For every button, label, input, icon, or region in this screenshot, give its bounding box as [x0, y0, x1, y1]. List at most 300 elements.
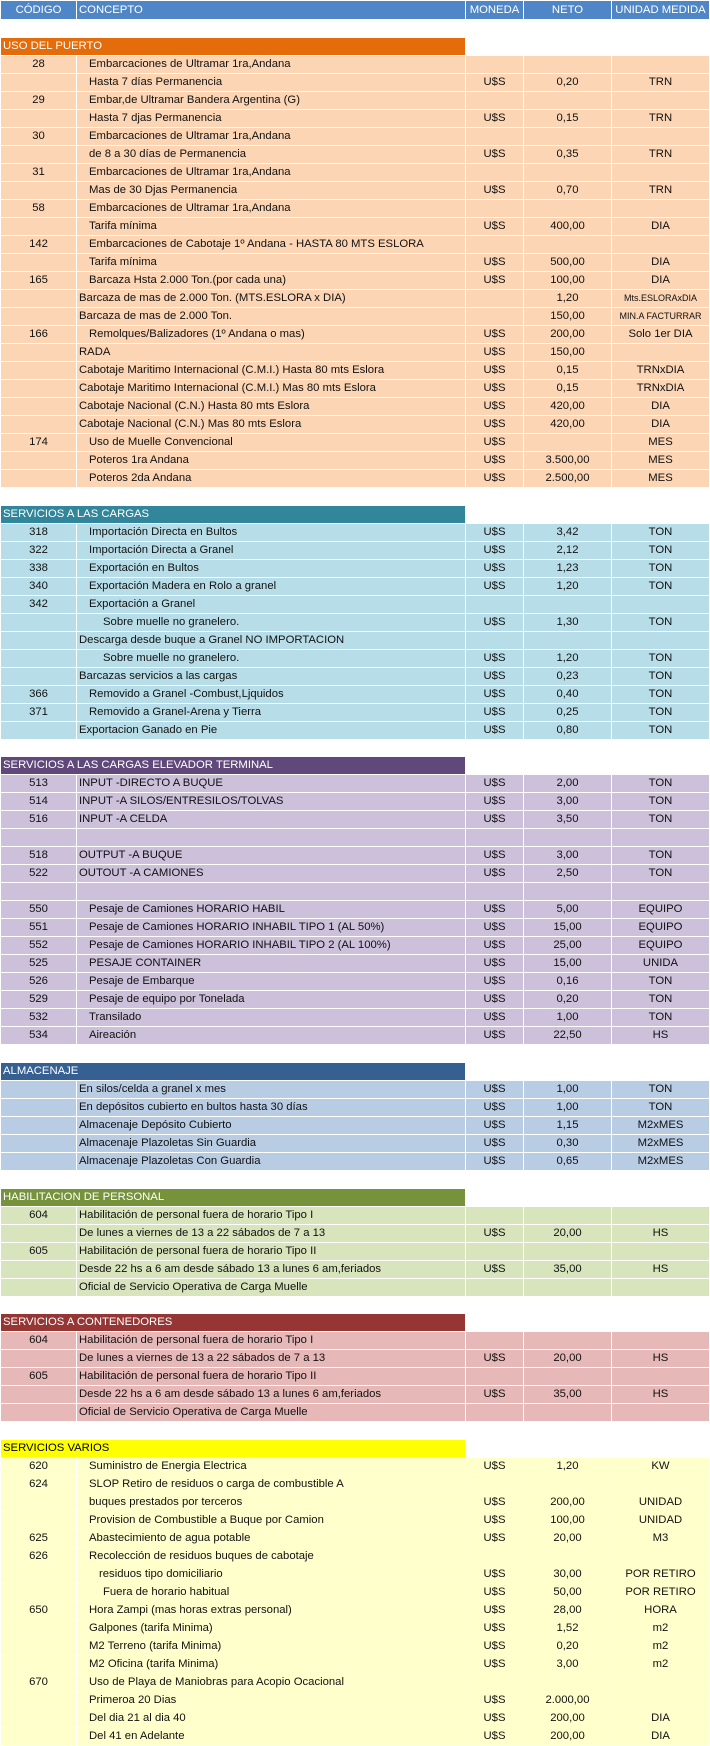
row-unit: TON — [612, 990, 710, 1008]
row-currency: U$S — [466, 1728, 524, 1746]
row-currency: U$S — [466, 972, 524, 990]
row-currency — [466, 883, 524, 901]
row-net: 1,15 — [524, 1116, 612, 1134]
row-net: 1,52 — [524, 1620, 612, 1638]
row-code — [1, 253, 77, 271]
row-code — [1, 667, 77, 685]
row-unit — [612, 1692, 710, 1710]
row-unit — [612, 1278, 710, 1296]
tariff-row — [1, 990, 710, 1008]
row-currency — [466, 1206, 524, 1224]
row-currency — [466, 1404, 524, 1422]
row-concept: Almacenaje Plazoletas Sin Guardia — [77, 1134, 466, 1152]
row-concept: M2 Terreno (tarifa Minima) — [77, 1638, 466, 1656]
row-currency: U$S — [466, 1620, 524, 1638]
row-concept: Descarga desde buque a Granel NO IMPORTACION — [77, 631, 466, 649]
row-concept: Almacenaje Depósito Cubierto — [77, 1116, 466, 1134]
row-unit — [612, 631, 710, 649]
row-concept — [77, 829, 466, 847]
tariff-row — [1, 361, 710, 379]
row-net: 200,00 — [524, 325, 612, 343]
tariff-row — [1, 199, 710, 217]
row-unit: TON — [612, 613, 710, 631]
header-neto: NETO — [524, 1, 612, 20]
tariff-row — [1, 918, 710, 936]
tariff-row — [1, 1602, 710, 1620]
row-code: 625 — [1, 1530, 77, 1548]
row-currency: U$S — [466, 1710, 524, 1728]
row-concept: En depósitos cubierto en bultos hasta 30 días — [77, 1098, 466, 1116]
header-codigo: CÓDIGO — [1, 1, 77, 20]
row-net: 1,00 — [524, 1098, 612, 1116]
row-code: 318 — [1, 523, 77, 541]
row-concept: Embarcaciones de Ultramar 1ra,Andana — [77, 163, 466, 181]
tariff-row — [1, 1656, 710, 1674]
tariff-row — [1, 1134, 710, 1152]
section-spacer — [1, 20, 710, 38]
row-net — [524, 1404, 612, 1422]
row-net: 0,20 — [524, 1638, 612, 1656]
row-concept: Barcaza de mas de 2.000 Ton. — [77, 307, 466, 325]
section-title: SERVICIOS A LAS CARGAS ELEVADOR TERMINAL — [1, 757, 466, 775]
row-concept: Sobre muelle no granelero. — [77, 649, 466, 667]
row-code: 166 — [1, 325, 77, 343]
row-code: 525 — [1, 954, 77, 972]
row-net: 3,00 — [524, 847, 612, 865]
section-spacer — [1, 1422, 710, 1440]
tariff-row — [1, 1368, 710, 1386]
tariff-row — [1, 163, 710, 181]
tariff-row — [1, 1332, 710, 1350]
row-unit: TRN — [612, 145, 710, 163]
tariff-row — [1, 559, 710, 577]
row-currency: U$S — [466, 271, 524, 289]
row-net — [524, 163, 612, 181]
tariff-row — [1, 1278, 710, 1296]
row-net: 0,23 — [524, 667, 612, 685]
section-spacer — [1, 1044, 710, 1062]
row-currency — [466, 307, 524, 325]
row-concept: de 8 a 30 días de Permanencia — [77, 145, 466, 163]
row-net — [524, 1242, 612, 1260]
row-code: 28 — [1, 55, 77, 73]
tariff-row — [1, 91, 710, 109]
row-unit: HS — [612, 1386, 710, 1404]
row-net: 1,20 — [524, 1458, 612, 1476]
tariff-row — [1, 1584, 710, 1602]
tariff-row — [1, 109, 710, 127]
row-currency — [466, 1242, 524, 1260]
row-net — [524, 433, 612, 451]
row-unit: Solo 1er DIA — [612, 325, 710, 343]
row-unit: EQUIPO — [612, 918, 710, 936]
row-unit: TON — [612, 972, 710, 990]
row-concept: Sobre muelle no granelero. — [77, 613, 466, 631]
tariff-row — [1, 649, 710, 667]
row-unit — [612, 1242, 710, 1260]
row-currency: U$S — [466, 1152, 524, 1170]
row-currency: U$S — [466, 379, 524, 397]
row-concept: Abastecimiento de agua potable — [77, 1530, 466, 1548]
row-unit: UNIDAD — [612, 1494, 710, 1512]
row-currency: U$S — [466, 865, 524, 883]
tariff-row — [1, 1242, 710, 1260]
row-code — [1, 1692, 77, 1710]
tariff-row — [1, 775, 710, 793]
tariff-row — [1, 1494, 710, 1512]
tariff-row — [1, 415, 710, 433]
tariff-row — [1, 253, 710, 271]
section-title-row — [1, 1062, 710, 1080]
row-currency: U$S — [466, 1260, 524, 1278]
row-concept: Barcazas servicios a las cargas — [77, 667, 466, 685]
row-code: 165 — [1, 271, 77, 289]
row-code — [1, 1134, 77, 1152]
row-code: 604 — [1, 1332, 77, 1350]
tariff-row — [1, 1638, 710, 1656]
tariff-row — [1, 577, 710, 595]
row-concept: RADA — [77, 343, 466, 361]
row-unit: TON — [612, 685, 710, 703]
row-code: 342 — [1, 595, 77, 613]
row-currency: U$S — [466, 109, 524, 127]
row-net: 420,00 — [524, 415, 612, 433]
row-currency — [466, 127, 524, 145]
row-code — [1, 1566, 77, 1584]
row-concept: Suministro de Energia Electrica — [77, 1458, 466, 1476]
row-concept: De lunes a viernes de 13 a 22 sábados de 7 a 13 — [77, 1350, 466, 1368]
row-concept: Pesaje de Camiones HORARIO INHABIL TIPO 1 (AL 50%) — [77, 918, 466, 936]
row-net: 0,65 — [524, 1152, 612, 1170]
tariff-row — [1, 1098, 710, 1116]
row-net — [524, 199, 612, 217]
row-currency: U$S — [466, 721, 524, 739]
row-concept: Exportacion Ganado en Pie — [77, 721, 466, 739]
tariff-row — [1, 541, 710, 559]
row-code: 605 — [1, 1368, 77, 1386]
tariff-row — [1, 307, 710, 325]
row-net: 20,00 — [524, 1350, 612, 1368]
row-currency — [466, 289, 524, 307]
row-concept: Hora Zampi (mas horas extras personal) — [77, 1602, 466, 1620]
row-currency: U$S — [466, 1494, 524, 1512]
tariff-row — [1, 847, 710, 865]
row-unit: M2xMES — [612, 1152, 710, 1170]
row-code — [1, 1350, 77, 1368]
row-unit: KW — [612, 1458, 710, 1476]
row-concept: residuos tipo domiciliario — [77, 1566, 466, 1584]
row-concept: Transilado — [77, 1008, 466, 1026]
row-concept: Habilitación de personal fuera de horario Tipo II — [77, 1368, 466, 1386]
row-unit: TON — [612, 703, 710, 721]
row-currency: U$S — [466, 433, 524, 451]
row-code — [1, 217, 77, 235]
row-code — [1, 1404, 77, 1422]
row-code: 516 — [1, 811, 77, 829]
section-title: SERVICIOS VARIOS — [1, 1440, 466, 1458]
row-concept: Cabotaje Maritimo Internacional (C.M.I.) Mas 80 mts Eslora — [77, 379, 466, 397]
tariff-row — [1, 1260, 710, 1278]
row-concept: Hasta 7 djas Permanencia — [77, 109, 466, 127]
row-currency: U$S — [466, 775, 524, 793]
row-currency — [466, 1368, 524, 1386]
row-currency: U$S — [466, 1602, 524, 1620]
row-code: 29 — [1, 91, 77, 109]
row-net — [524, 829, 612, 847]
row-net — [524, 1674, 612, 1692]
row-net: 0,15 — [524, 361, 612, 379]
row-concept: Uso de Muelle Convencional — [77, 433, 466, 451]
row-concept — [77, 883, 466, 901]
section-title-row — [1, 757, 710, 775]
row-code — [1, 1260, 77, 1278]
row-unit: TON — [612, 721, 710, 739]
row-concept: Oficial de Servicio Operativa de Carga Muelle — [77, 1278, 466, 1296]
row-code: 532 — [1, 1008, 77, 1026]
row-currency: U$S — [466, 1026, 524, 1044]
row-net — [524, 55, 612, 73]
row-code — [1, 1152, 77, 1170]
row-unit — [612, 1332, 710, 1350]
row-net — [524, 1278, 612, 1296]
row-currency: U$S — [466, 73, 524, 91]
row-net — [524, 883, 612, 901]
section-spacer — [1, 739, 710, 757]
row-code — [1, 307, 77, 325]
row-concept: Tarifa mínima — [77, 253, 466, 271]
row-concept: Embarcaciones de Ultramar 1ra,Andana — [77, 127, 466, 145]
row-concept: INPUT -A SILOS/ENTRESILOS/TOLVAS — [77, 793, 466, 811]
row-code: 526 — [1, 972, 77, 990]
row-currency: U$S — [466, 667, 524, 685]
row-net: 2.000,00 — [524, 1692, 612, 1710]
row-unit: POR RETIRO — [612, 1584, 710, 1602]
row-currency — [466, 163, 524, 181]
row-concept: Aireación — [77, 1026, 466, 1044]
row-concept: Cabotaje Nacional (C.N.) Hasta 80 mts Eslora — [77, 397, 466, 415]
row-code: 551 — [1, 918, 77, 936]
section-title-row — [1, 1314, 710, 1332]
row-code: 605 — [1, 1242, 77, 1260]
tariff-row — [1, 1386, 710, 1404]
row-code: 174 — [1, 433, 77, 451]
row-code: 371 — [1, 703, 77, 721]
row-code — [1, 631, 77, 649]
row-unit — [612, 883, 710, 901]
row-currency: U$S — [466, 1584, 524, 1602]
tariff-row — [1, 1512, 710, 1530]
row-unit: M2xMES — [612, 1116, 710, 1134]
tariff-row — [1, 1548, 710, 1566]
row-concept: M2 Oficina (tarifa Minima) — [77, 1656, 466, 1674]
row-currency: U$S — [466, 469, 524, 487]
row-concept: Uso de Playa de Maniobras para Acopio Ocacional — [77, 1674, 466, 1692]
row-net: 3,00 — [524, 793, 612, 811]
tariff-row — [1, 972, 710, 990]
row-unit: UNIDAD — [612, 1512, 710, 1530]
row-currency: U$S — [466, 415, 524, 433]
row-currency — [466, 1278, 524, 1296]
header-unidad: UNIDAD MEDIDA — [612, 1, 710, 20]
tariff-row — [1, 883, 710, 901]
row-currency: U$S — [466, 1638, 524, 1656]
row-concept: Poteros 2da Andana — [77, 469, 466, 487]
row-currency — [466, 1548, 524, 1566]
row-currency — [466, 55, 524, 73]
row-unit: DIA — [612, 1710, 710, 1728]
row-concept: Embarcaciones de Ultramar 1ra,Andana — [77, 199, 466, 217]
row-currency: U$S — [466, 325, 524, 343]
row-currency: U$S — [466, 451, 524, 469]
row-code: 142 — [1, 235, 77, 253]
row-currency — [466, 199, 524, 217]
row-currency: U$S — [466, 1692, 524, 1710]
tariff-row — [1, 1008, 710, 1026]
row-concept: Hasta 7 días Permanencia — [77, 73, 466, 91]
row-concept: Tarifa mínima — [77, 217, 466, 235]
row-net — [524, 235, 612, 253]
row-code — [1, 613, 77, 631]
row-net: 35,00 — [524, 1260, 612, 1278]
row-code — [1, 73, 77, 91]
row-net: 3,00 — [524, 1656, 612, 1674]
row-currency: U$S — [466, 954, 524, 972]
row-code — [1, 451, 77, 469]
row-concept: Recolección de residuos buques de cabotaje — [77, 1548, 466, 1566]
row-unit: HORA — [612, 1602, 710, 1620]
row-net: 2,50 — [524, 865, 612, 883]
row-currency — [466, 235, 524, 253]
row-currency — [466, 91, 524, 109]
row-code — [1, 649, 77, 667]
row-currency: U$S — [466, 577, 524, 595]
row-net: 5,00 — [524, 900, 612, 918]
row-currency: U$S — [466, 1656, 524, 1674]
row-unit: TON — [612, 1098, 710, 1116]
row-currency: U$S — [466, 685, 524, 703]
row-currency: U$S — [466, 1566, 524, 1584]
row-net: 1,20 — [524, 289, 612, 307]
row-unit: M3 — [612, 1530, 710, 1548]
row-currency: U$S — [466, 343, 524, 361]
tariff-row — [1, 217, 710, 235]
row-code — [1, 415, 77, 433]
row-unit: M2xMES — [612, 1134, 710, 1152]
tariff-row — [1, 1152, 710, 1170]
row-concept: Cabotaje Maritimo Internacional (C.M.I.) Hasta 80 mts Eslora — [77, 361, 466, 379]
row-currency: U$S — [466, 1512, 524, 1530]
tariff-row — [1, 703, 710, 721]
row-net: 3,50 — [524, 811, 612, 829]
row-code — [1, 883, 77, 901]
tariff-row — [1, 127, 710, 145]
tariff-row — [1, 397, 710, 415]
header-concepto: CONCEPTO — [77, 1, 466, 20]
row-currency: U$S — [466, 811, 524, 829]
row-net: 0,70 — [524, 181, 612, 199]
tariff-row — [1, 685, 710, 703]
row-unit: TON — [612, 1080, 710, 1098]
row-concept: Mas de 30 Djas Permanencia — [77, 181, 466, 199]
row-concept: Remolques/Balizadores (1º Andana o mas) — [77, 325, 466, 343]
row-concept: Fuera de horario habitual — [77, 1584, 466, 1602]
row-net: 20,00 — [524, 1530, 612, 1548]
row-unit — [612, 595, 710, 613]
row-currency: U$S — [466, 559, 524, 577]
tariff-row — [1, 1350, 710, 1368]
row-net: 3.500,00 — [524, 451, 612, 469]
tariff-row — [1, 631, 710, 649]
row-code — [1, 1098, 77, 1116]
row-concept: PESAJE CONTAINER — [77, 954, 466, 972]
row-net: 30,00 — [524, 1566, 612, 1584]
row-unit — [612, 199, 710, 217]
row-currency — [466, 1476, 524, 1494]
row-currency — [466, 829, 524, 847]
row-concept: Exportación Madera en Rolo a granel — [77, 577, 466, 595]
row-code: 30 — [1, 127, 77, 145]
row-net: 0,25 — [524, 703, 612, 721]
row-net — [524, 91, 612, 109]
row-net — [524, 1332, 612, 1350]
row-net: 0,80 — [524, 721, 612, 739]
row-unit: TRN — [612, 181, 710, 199]
row-currency: U$S — [466, 936, 524, 954]
row-code — [1, 379, 77, 397]
row-unit — [612, 235, 710, 253]
row-net: 0,20 — [524, 73, 612, 91]
row-code — [1, 289, 77, 307]
tariff-row — [1, 433, 710, 451]
row-net: 15,00 — [524, 954, 612, 972]
tariff-row — [1, 1404, 710, 1422]
row-concept: Habilitación de personal fuera de horario Tipo I — [77, 1206, 466, 1224]
row-net: 0,40 — [524, 685, 612, 703]
row-concept: Cabotaje Nacional (C.N.) Mas 80 mts Eslora — [77, 415, 466, 433]
row-currency: U$S — [466, 253, 524, 271]
row-code — [1, 1512, 77, 1530]
row-unit — [612, 127, 710, 145]
row-net: 1,30 — [524, 613, 612, 631]
row-net: 0,35 — [524, 145, 612, 163]
row-code: 534 — [1, 1026, 77, 1044]
row-net — [524, 1368, 612, 1386]
row-code — [1, 1386, 77, 1404]
row-net — [524, 127, 612, 145]
row-net: 0,30 — [524, 1134, 612, 1152]
tariff-row — [1, 1080, 710, 1098]
row-net: 1,23 — [524, 559, 612, 577]
row-unit: TON — [612, 577, 710, 595]
section-spacer — [1, 1170, 710, 1188]
row-code: 522 — [1, 865, 77, 883]
row-unit: TON — [612, 811, 710, 829]
row-code: 513 — [1, 775, 77, 793]
section-title-row — [1, 37, 710, 55]
tariff-row — [1, 900, 710, 918]
tariff-row — [1, 829, 710, 847]
row-net: 150,00 — [524, 343, 612, 361]
row-currency: U$S — [466, 990, 524, 1008]
row-unit: MES — [612, 469, 710, 487]
row-net: 35,00 — [524, 1386, 612, 1404]
row-concept: Galpones (tarifa Minima) — [77, 1620, 466, 1638]
row-net: 2,12 — [524, 541, 612, 559]
row-unit: TON — [612, 559, 710, 577]
row-unit: HS — [612, 1026, 710, 1044]
section-title: HABILITACION DE PERSONAL — [1, 1188, 466, 1206]
row-currency: U$S — [466, 918, 524, 936]
